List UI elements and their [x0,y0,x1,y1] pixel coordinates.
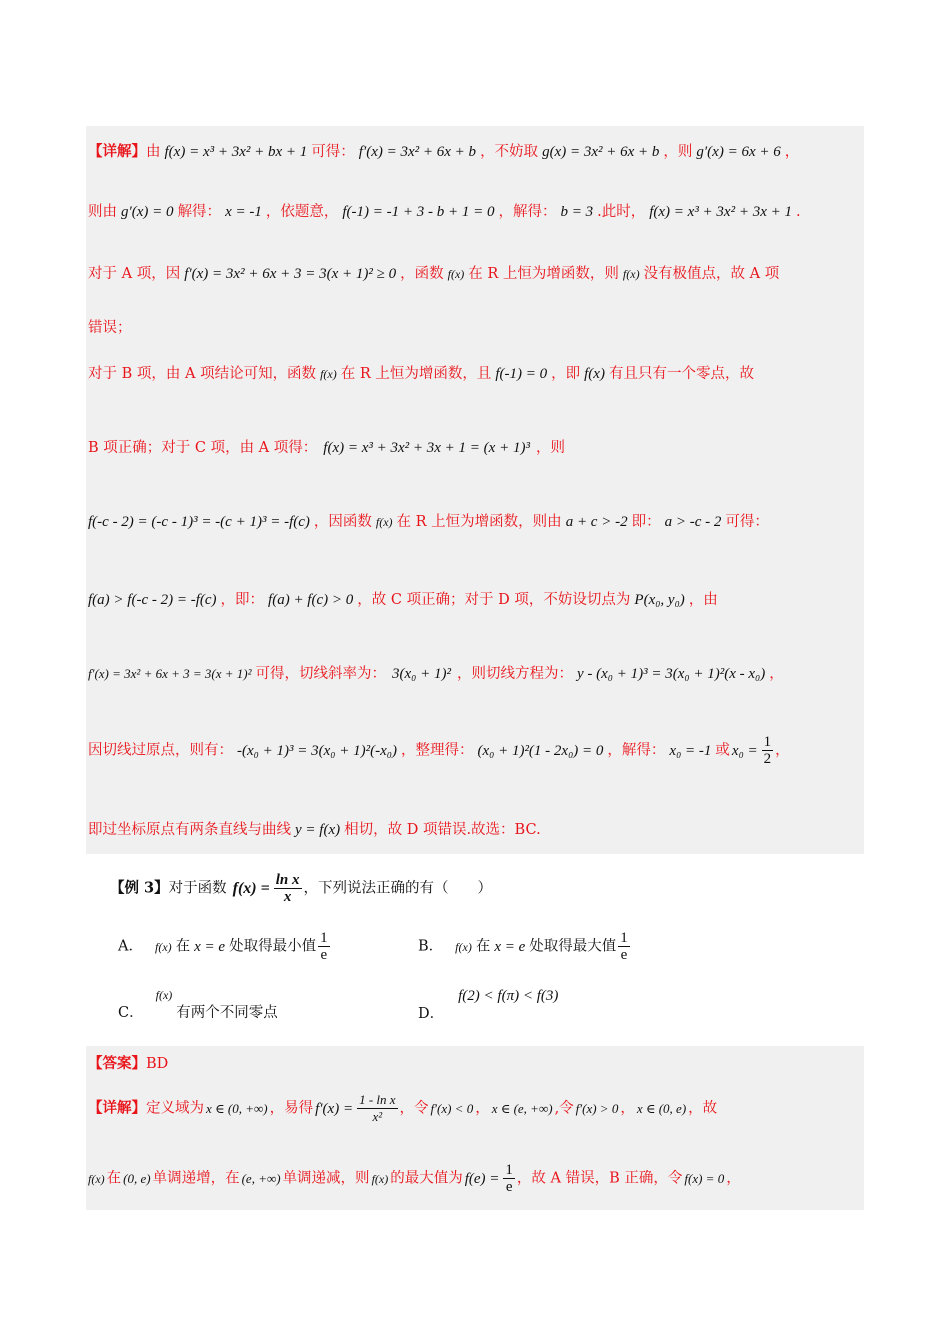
text: ，则切线方程为： [457,666,573,682]
text: B 项正确；对于 C 项，由 A 项得： [88,440,318,456]
numerator: 1 - ln x [359,1092,396,1107]
text: ，易得 [269,1100,314,1117]
formula: y - (x₀ + 1)³ = 3(x₀ + 1)²(x - x₀) [577,666,766,682]
detail-line-5 [88,362,754,383]
text: 对于函数 [168,880,227,897]
example-3-question [110,872,492,905]
formula: x₀ = -1 [669,742,712,759]
formula: a + c > -2 [565,514,628,530]
text: 单调递增，在 [152,1170,240,1187]
text: 处取得最小值 [229,938,317,955]
text: 在 [106,1170,122,1187]
formula: f(e) = [464,1170,500,1187]
text: 可得： [311,144,355,160]
option-label: A． [118,938,143,955]
formula: f(x) [584,366,605,382]
formula: f(2) < f(π) < f(3) [458,988,559,1004]
detail-line-1 [88,140,799,161]
text: 的最大值为 [390,1170,463,1187]
denominator: 2 [763,751,772,767]
formula: g(x) = 3x² + 6x + b [542,144,660,160]
option-c[interactable] [118,988,278,1022]
detail-line-9 [88,662,784,683]
text: 处取得最大值 [529,938,617,955]
detail2-line-2 [88,1162,741,1195]
text: 在 R 上恒为增函数，则由 [396,514,562,530]
detail-line-3 [88,262,779,283]
text: ，故 [688,1100,718,1117]
detail-line-10 [88,734,790,767]
formula: f(x) [447,267,465,281]
text: 有两个不同零点 [176,1005,278,1021]
formula: f′(x) = 3x² + 6x + 3 = 3(x + 1)² [88,666,252,681]
fraction-one-over-e [618,930,630,963]
text: 即过坐标原点有两条直线与曲线 [88,822,291,838]
formula: f(a) + f(c) > 0 [268,592,354,608]
text: ，令 [399,1100,429,1117]
denominator: e [320,947,328,963]
formula: x ∈ (e, +∞) [491,1100,553,1116]
detail-line-6 [88,436,565,457]
text: 在 R 上恒为增函数，则 [468,266,619,282]
text: ，则 [663,144,693,160]
fraction-derivative [357,1092,397,1125]
formula: f(-c - 2) = (-c - 1)³ = -(c + 1)³ = -f(c) [88,514,310,530]
numerator: 1 [763,734,772,750]
option-a[interactable] [118,930,332,963]
formula: f′(x) = 3x² + 6x + b [358,144,477,160]
text: ，因函数 [313,514,372,530]
formula: f(x) = x³ + 3x² + 3x + 1 = (x + 1)³ [323,440,530,456]
fraction-one-over-e [503,1162,515,1195]
detail-line-2 [88,200,801,221]
formula: b = 3 [560,204,594,220]
formula: x = e [494,938,526,955]
text: 即： [631,514,661,530]
text: 由 [146,144,161,160]
text: ， [769,666,784,682]
text: 相切，故 D 项错误.故选：BC. [344,822,541,838]
text: 在 [175,938,191,955]
denominator: e [620,947,628,963]
formula: f′(x) = 3x² + 6x + 3 = 3(x + 1)² ≥ 0 [184,266,397,282]
text: 单调递减，则 [282,1170,370,1187]
formula: f′(x) > 0 [575,1100,619,1116]
text: ，即 [551,366,581,382]
denominator: x [283,889,292,905]
answer-tag: 【答案】 [88,1055,146,1072]
option-b[interactable] [418,930,632,963]
formula: f(x) [622,267,640,281]
answer-value: BD [146,1056,169,1072]
text: 因切线过原点，则有： [88,742,233,759]
formula: (x₀ + 1)²(1 - 2x₀) = 0 [477,742,604,759]
formula: g′(x) = 0 [121,204,174,220]
text: ， [775,742,790,759]
text: ，解得： [607,742,666,759]
fraction-one-half [762,734,774,767]
formula: 3(x₀ + 1)² [392,666,451,682]
text: 对于 A 项，因 [88,266,181,282]
formula: P(x₀, y₀) [634,592,685,608]
numerator: 1 [620,930,628,946]
formula: f(x) = [232,879,270,897]
text: ，解得： [498,204,557,220]
text: ,令 [554,1100,574,1117]
text: ， [784,144,800,160]
text: ，依题意， [265,204,339,220]
formula: (0, e) [123,1170,151,1186]
formula: f(x) [371,1171,389,1186]
text: ，则 [535,440,565,456]
formula: f(x) [375,515,393,529]
text: 错误； [88,320,132,336]
text: ，整理得： [400,742,474,759]
formula: x₀ = [731,742,758,759]
text: ，函数 [400,266,444,282]
formula: (e, +∞) [241,1170,281,1186]
formula: y = f(x) [295,822,341,838]
option-label: B． [418,938,444,955]
formula: f(x) = x³ + 3x² + 3x + 1 [649,204,792,220]
option-label: D． [418,1006,445,1022]
detail-tag: 【详解】 [88,143,146,160]
formula: f(x) [154,939,172,954]
text: 有且只有一个零点，故 [608,366,754,382]
formula: f′(x) = [315,1100,354,1117]
numerator: 1 [320,930,328,946]
text: ，下列说法正确的有（ ） [303,880,493,897]
text: 定义域为 [146,1100,204,1117]
text: .此时， [597,204,646,220]
text: ， [726,1170,741,1187]
text: 对于 B 项，由 A 项结论可知，函数 [88,366,317,382]
text: 可得，切线斜率为： [255,666,387,682]
denominator: x² [372,1109,383,1124]
formula: f(-1) = 0 [495,366,548,382]
denominator: e [505,1179,513,1195]
numerator: 1 [505,1162,513,1178]
formula: f(x) [455,939,472,954]
text: 没有极值点，故 A 项 [643,266,780,282]
detail-line-4 [88,316,132,337]
example-tag: 【例 3】 [110,879,169,897]
answer-line [88,1052,168,1073]
formula: x = -1 [225,204,262,220]
option-label: C． [118,1005,144,1021]
formula: f(-1) = -1 + 3 - b + 1 = 0 [342,204,495,220]
text: ，故 C 项正确；对于 D 项，不妨设切点为 [357,592,631,608]
formula: -(x₀ + 1)³ = 3(x₀ + 1)²(-x₀) [237,742,397,759]
detail-line-11 [88,818,541,839]
formula: x ∈ (0, +∞) [206,1100,268,1116]
formula: f′(x) < 0 [430,1100,474,1116]
fraction-lnx-over-x [274,872,302,905]
formula: f(x) = 0 [684,1170,725,1186]
text: 可得： [725,514,769,530]
detail-tag: 【详解】 [88,1099,146,1117]
text: ， [620,1100,635,1117]
text: 解得： [177,204,222,220]
text: 在 R 上恒为增函数，且 [340,366,492,382]
formula: g′(x) = 6x + 6 [696,144,781,160]
formula: f(a) > f(-c - 2) = -f(c) [88,592,217,608]
text: 在 [475,938,491,955]
detail-line-7 [88,510,769,531]
text: 则由 [88,204,117,220]
formula: x ∈ (0, e) [636,1100,687,1116]
text: . [796,204,801,220]
text: ，即： [220,592,265,608]
numerator: ln x [275,872,300,888]
text: ， [475,1100,490,1117]
text: ，故 A 错误，B 正确，令 [516,1170,683,1187]
detail-line-8 [88,588,718,609]
formula: f(x) = x³ + 3x² + bx + 1 [164,144,308,160]
text: 或 [715,742,730,759]
formula: f(x) [88,1171,105,1186]
text: ，不妨取 [480,144,539,160]
formula: f(x) [155,988,173,1002]
formula: f(x) [320,367,337,381]
fraction-one-over-e [318,930,330,963]
text: ，由 [688,592,718,608]
option-d[interactable] [418,988,562,1023]
formula: x = e [194,938,226,955]
detail2-line-1 [88,1092,717,1125]
formula: a > -c - 2 [664,514,722,530]
